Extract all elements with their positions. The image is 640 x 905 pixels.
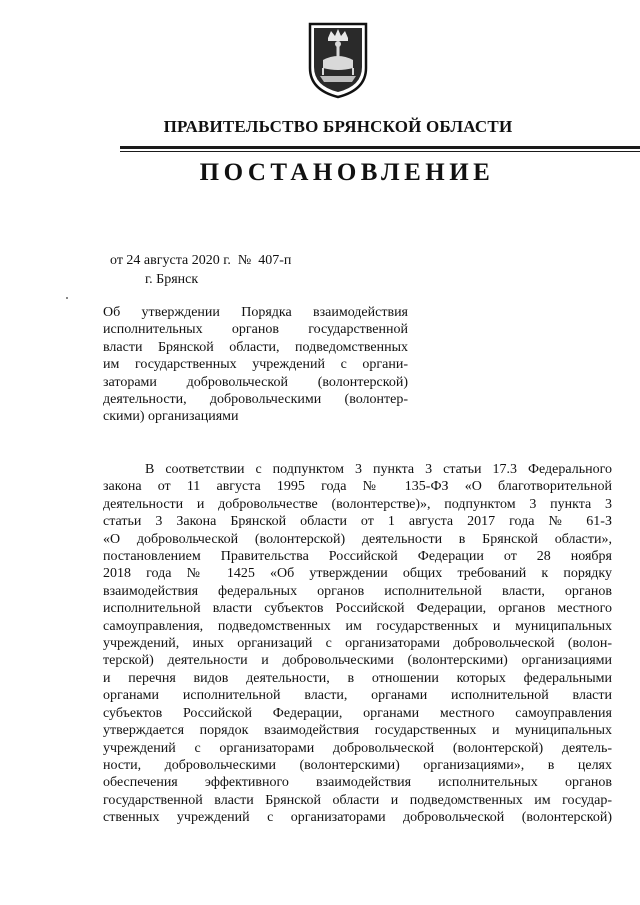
header-rule-thin	[120, 151, 640, 152]
subject-line: власти Брянской области, подведомственных	[103, 339, 408, 355]
body-line: ности, добровольческими (волонтерскими) организациями», в целях	[103, 757, 612, 773]
body-line: утверждается порядок взаимодействия государственных и муниципальных	[103, 723, 612, 739]
body-line: «О добровольческой (волонтерской) деятельности в Брянской области»,	[103, 531, 612, 547]
body-line: государственной власти Брянской области и подведомственных им государ-	[103, 792, 612, 808]
coat-of-arms-icon	[306, 20, 370, 100]
body-line: исполнительной власти субъектов Российской Федерации, органов местного	[103, 601, 612, 617]
document-body	[103, 461, 612, 827]
body-line: органами исполнительной власти, органами исполнительной власти	[103, 688, 612, 704]
subject-line: им государственных учреждений с органи-	[103, 357, 408, 373]
body-line: субъектов Российской Федерации, органами местного самоуправления	[103, 705, 612, 721]
document-date-number: от 24 августа 2020 г. № 407-п	[110, 253, 292, 268]
document-city: г. Брянск	[145, 272, 199, 287]
body-line: закона от 11 августа 1995 года № 135-ФЗ «О благотворительной	[103, 479, 612, 495]
body-line: учреждений с организаторами добровольческой (волонтерской) деятель-	[103, 740, 612, 756]
subject-line: исполнительных органов государственной	[103, 322, 408, 338]
body-line: обеспечения эффективного взаимодействия исполнительных органов	[103, 775, 612, 791]
body-line: и перечня видов деятельности, в отношении которых федеральными	[103, 670, 612, 686]
subject-line: скими) организациями	[103, 409, 239, 425]
organization-title: ПРАВИТЕЛЬСТВО БРЯНСКОЙ ОБЛАСТИ	[163, 117, 513, 136]
body-line: В соответствии с подпунктом 3 пункта 3 статьи 17.3 Федерального	[145, 462, 612, 477]
subject-line: заторами добровольческой (волонтерской)	[103, 374, 408, 390]
body-line: учреждений, иных организаций с организаторами добровольческой (волон-	[103, 636, 612, 652]
body-line: 2018 года № 1425 «Об утверждении общих требований к порядку	[103, 566, 612, 582]
header-rule-thick	[120, 146, 640, 149]
body-line: статьи 3 Закона Брянской области от 1 августа 2017 года № 61-З	[103, 514, 612, 530]
document-subject	[103, 304, 408, 426]
subject-line: деятельности, добровольческими (волонтер-	[103, 392, 408, 408]
body-line: самоуправления, подведомственных им государственных и муниципальных	[103, 618, 612, 634]
body-line: деятельности и добровольчестве (волонтерстве)», подпунктом 3 пункта 3	[103, 496, 612, 512]
subject-line: Об утверждении Порядка взаимодействия	[103, 305, 408, 320]
body-line: ственных учреждений с организаторами добровольческой (волонтерской)	[103, 810, 612, 826]
body-line: терской) деятельности и добровольческими (волонтерскими) организациями	[103, 653, 612, 669]
body-line: взаимодействия федеральных органов исполнительной власти, органов	[103, 583, 612, 599]
scan-mark	[66, 297, 68, 299]
document-type-heading: ПОСТАНОВЛЕНИЕ	[199, 159, 495, 186]
body-line: постановлением Правительства Российской Федерации от 28 ноября	[103, 549, 612, 565]
